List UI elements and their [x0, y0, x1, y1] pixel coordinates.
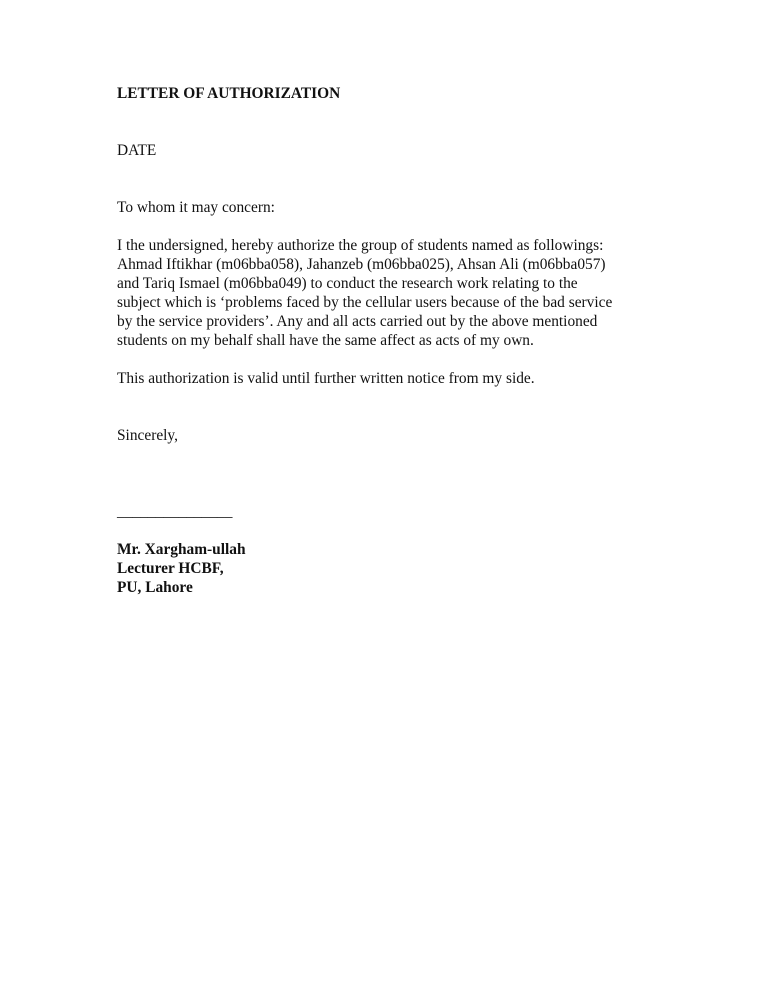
body-line: Ahmad Iftikhar (m06bba058), Jahanzeb (m06bba025), Ahsan Ali (m06bba057)	[117, 256, 606, 273]
body-line: subject which is ‘problems faced by the cellular users because of the bad service	[117, 294, 613, 311]
letter-body-paragraph	[117, 236, 677, 350]
signer-name: Mr. Xargham-ullah	[117, 541, 246, 558]
signer-position: Lecturer HCBF,	[117, 560, 224, 577]
signer-block	[117, 540, 677, 597]
body-line: I the undersigned, hereby authorize the group of students named as followings:	[117, 237, 604, 254]
letter-date: DATE	[117, 142, 157, 159]
signature-line: _______________	[117, 503, 233, 520]
body-line: students on my behalf shall have the same affect as acts of my own.	[117, 332, 534, 349]
body-line: by the service providers’. Any and all acts carried out by the above mentioned	[117, 313, 598, 330]
body-line: and Tariq Ismael (m06bba049) to conduct the research work relating to the	[117, 275, 578, 292]
letter-validity: This authorization is valid until further written notice from my side.	[117, 370, 535, 387]
signer-institution: PU, Lahore	[117, 579, 193, 596]
letter-title: LETTER OF AUTHORIZATION	[117, 85, 341, 102]
letter-salutation: To whom it may concern:	[117, 199, 275, 216]
letter-content	[117, 84, 677, 597]
letter-closing: Sincerely,	[117, 427, 178, 444]
